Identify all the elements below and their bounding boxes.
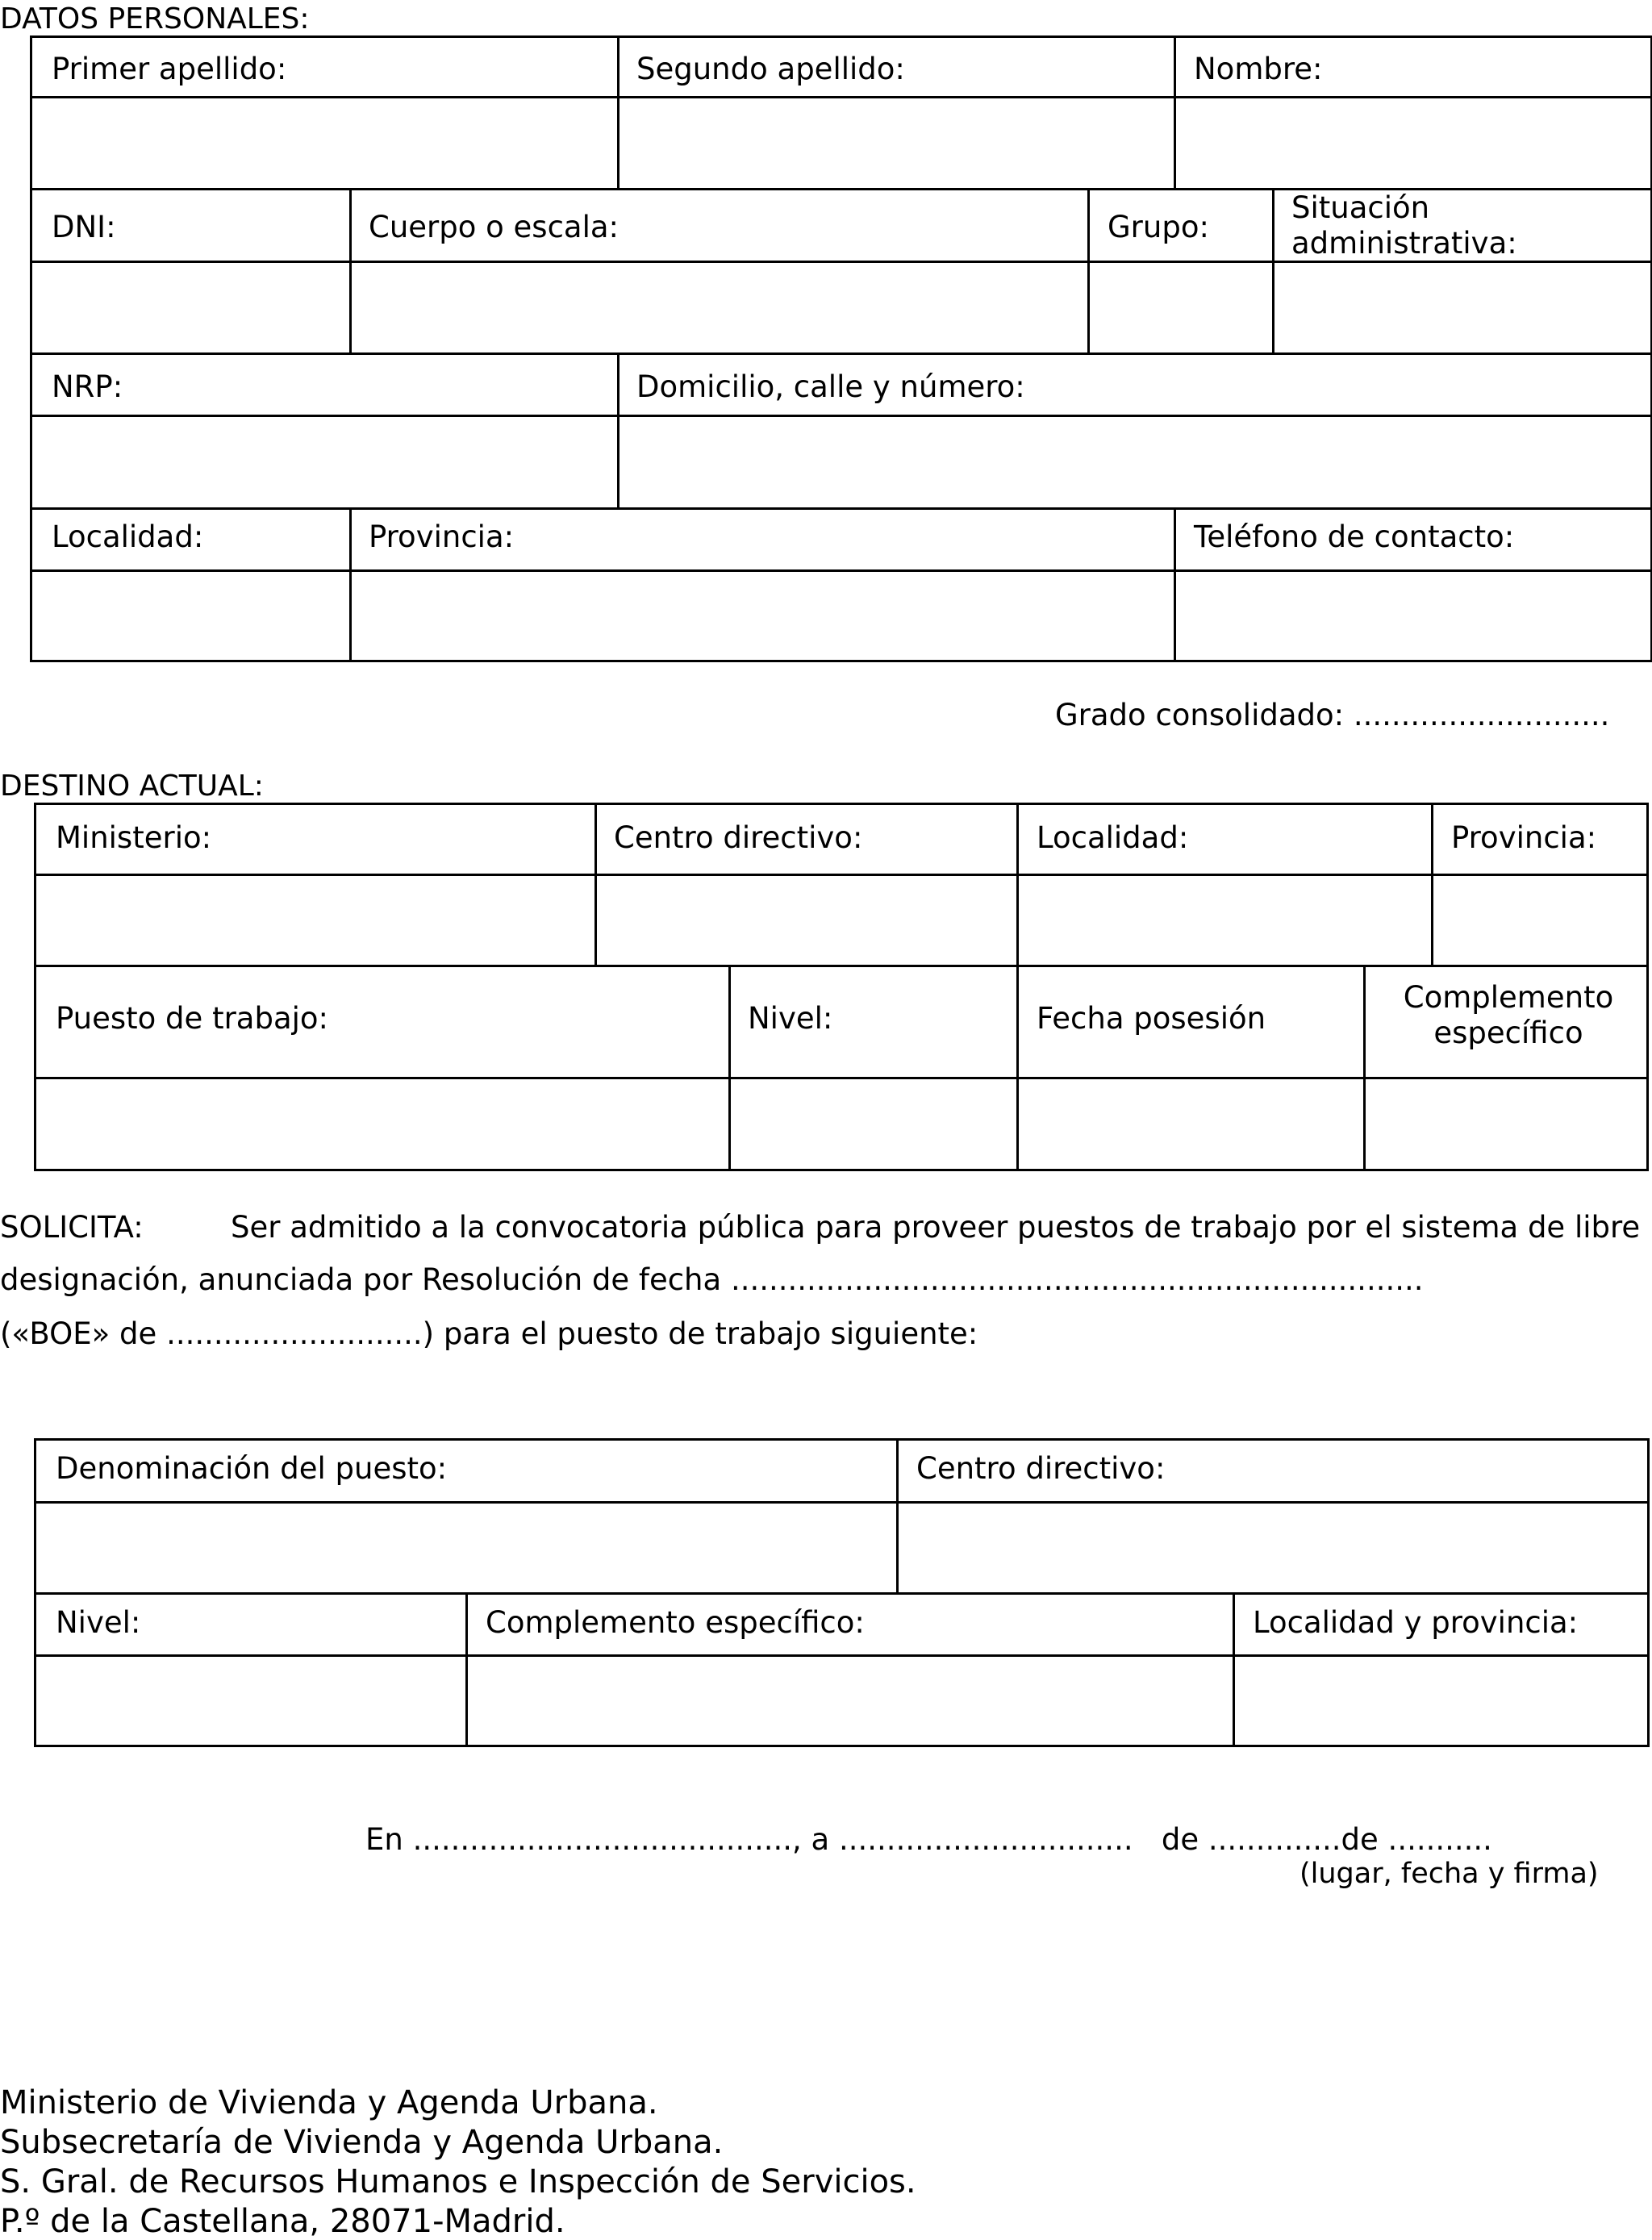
- firma-line: En ........................................, a ............................... de ..............de ...........: [365, 1822, 1492, 1857]
- field-localidad[interactable]: [32, 569, 349, 662]
- field-cuerpo-escala[interactable]: [352, 261, 1087, 352]
- puesto-solicitado-table: [34, 1438, 1650, 1747]
- label-nrp: NRP:: [52, 369, 123, 404]
- field-nivel-solicitado[interactable]: [36, 1654, 465, 1747]
- field-denominacion-puesto[interactable]: [36, 1501, 896, 1592]
- field-centro-directivo-actual[interactable]: [597, 874, 1016, 965]
- field-localidad-actual[interactable]: [1019, 874, 1431, 965]
- destino-actual-title: DESTINO ACTUAL:: [0, 770, 264, 803]
- destino-actual-table: [34, 803, 1649, 1171]
- field-provincia[interactable]: [352, 569, 1174, 662]
- field-provincia-actual[interactable]: [1433, 874, 1649, 965]
- solicita-line2: designación, anunciada por Resolución de fecha .........................................................................: [0, 1262, 1424, 1297]
- datos-personales-title: DATOS PERSONALES:: [0, 2, 310, 35]
- label-grupo: Grupo:: [1108, 210, 1209, 244]
- label-telefono: Teléfono de contacto:: [1194, 519, 1515, 554]
- label-localidad-actual: Localidad:: [1037, 820, 1189, 855]
- field-nombre[interactable]: [1176, 96, 1652, 188]
- label-nivel-actual: Nivel:: [748, 1001, 833, 1036]
- footer-direccion: P.º de la Castellana, 28071-Madrid.: [0, 2203, 565, 2240]
- label-segundo-apellido: Segundo apellido:: [636, 52, 905, 86]
- label-fecha-posesion: Fecha posesión: [1037, 1001, 1266, 1036]
- grado-consolidado: Grado consolidado: ...........................: [1055, 698, 1610, 732]
- field-ministerio[interactable]: [36, 874, 594, 965]
- label-provincia: Provincia:: [369, 519, 515, 554]
- field-puesto-trabajo[interactable]: [36, 1077, 728, 1171]
- label-primer-apellido: Primer apellido:: [52, 52, 287, 86]
- field-complemento-especifico-actual[interactable]: [1366, 1077, 1649, 1171]
- solicita-label: SOLICITA:: [0, 1210, 144, 1245]
- label-dni: DNI:: [52, 210, 116, 244]
- field-localidad-provincia[interactable]: [1235, 1654, 1650, 1747]
- label-situacion-line1: Situación: [1291, 190, 1430, 225]
- field-domicilio[interactable]: [620, 415, 1652, 507]
- footer-subsecretaria: Subsecretaría de Vivienda y Agenda Urbana.: [0, 2124, 724, 2161]
- label-domicilio: Domicilio, calle y número:: [636, 369, 1025, 404]
- field-nrp[interactable]: [32, 415, 617, 507]
- label-situacion-line2: administrativa:: [1291, 226, 1517, 261]
- solicita-line1: Ser admitido a la convocatoria pública para proveer puestos de trabajo por el sistema de libre: [231, 1210, 1641, 1245]
- field-nivel-actual[interactable]: [731, 1077, 1016, 1171]
- field-complemento-solicitado[interactable]: [468, 1654, 1233, 1747]
- footer-sgral: S. Gral. de Recursos Humanos e Inspección de Servicios.: [0, 2163, 916, 2200]
- label-ministerio: Ministerio:: [56, 820, 212, 855]
- label-centro-directivo-actual: Centro directivo:: [614, 820, 863, 855]
- label-localidad-provincia: Localidad y provincia:: [1253, 1605, 1579, 1640]
- label-complemento-line1: Complemento: [1403, 980, 1614, 1015]
- field-grupo[interactable]: [1090, 261, 1272, 352]
- label-complemento-solicitado: Complemento específico:: [486, 1605, 865, 1640]
- datos-personales-table: [30, 35, 1652, 662]
- field-dni[interactable]: [32, 261, 349, 352]
- footer-ministerio: Ministerio de Vivienda y Agenda Urbana.: [0, 2084, 658, 2121]
- field-telefono[interactable]: [1176, 569, 1652, 662]
- label-nombre: Nombre:: [1194, 52, 1323, 86]
- solicita-line3: («BOE» de ...........................) para el puesto de trabajo siguiente:: [0, 1316, 978, 1351]
- firma-caption: (lugar, fecha y firma): [1299, 1858, 1599, 1890]
- label-denominacion-puesto: Denominación del puesto:: [56, 1451, 448, 1486]
- label-localidad: Localidad:: [52, 519, 204, 554]
- field-centro-directivo-solicitado[interactable]: [899, 1501, 1650, 1592]
- label-puesto-trabajo: Puesto de trabajo:: [56, 1001, 329, 1036]
- label-cuerpo-escala: Cuerpo o escala:: [369, 210, 620, 244]
- field-situacion[interactable]: [1274, 261, 1652, 352]
- label-provincia-actual: Provincia:: [1451, 820, 1597, 855]
- field-primer-apellido[interactable]: [32, 96, 615, 188]
- field-fecha-posesion[interactable]: [1019, 1077, 1363, 1171]
- field-segundo-apellido[interactable]: [620, 96, 1174, 188]
- label-centro-directivo-solicitado: Centro directivo:: [916, 1451, 1166, 1486]
- label-complemento-line2: específico: [1433, 1016, 1583, 1050]
- label-nivel-solicitado: Nivel:: [56, 1605, 141, 1640]
